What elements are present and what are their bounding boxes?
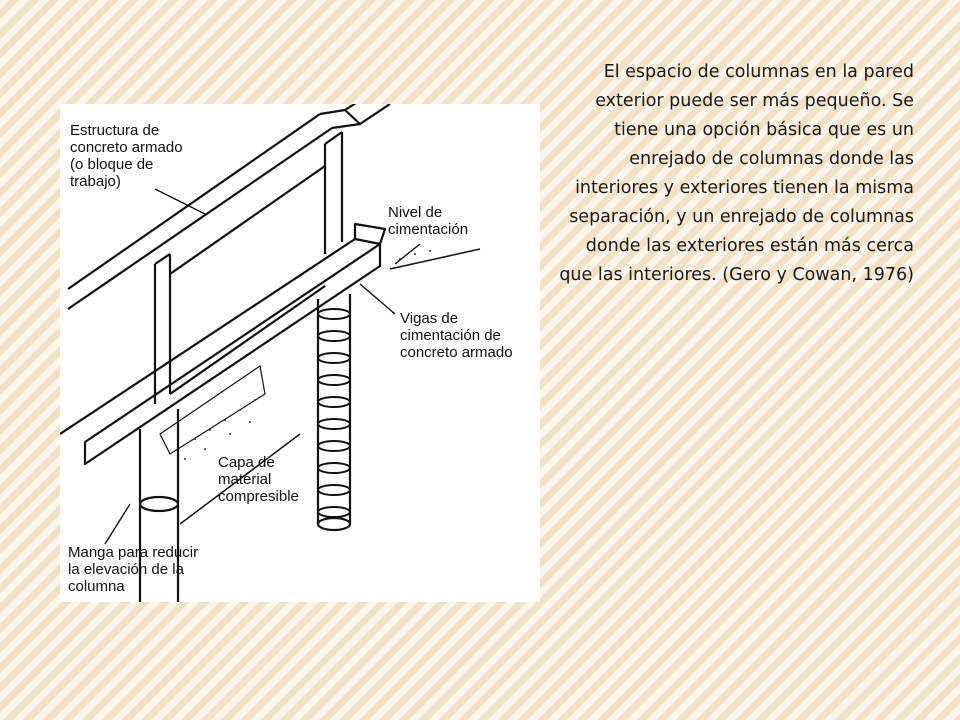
construction-diagram [60,104,540,602]
label-sleeve: Manga para reducir la elevación de la columna [68,544,199,595]
post-right [325,132,342,254]
leader-sleeve [105,504,130,544]
rebar-rings [318,309,350,517]
rebar-column [318,294,350,524]
post-left [155,254,170,404]
label-compressible-layer: Capa de material compresible [218,454,299,505]
upper-beam-right [345,104,390,124]
leader-foundation-level [395,244,420,264]
label-structure: Estructura de concreto armado (o bloque de trabajo) [70,122,183,190]
description-text: El espacio de columnas en la pared exterior puede ser más pequeño. Se tiene una opción básica que es un enrejado de columnas donde las interiores y exteriores tienen la misma separación, y un enrejado de columnas donde las exteriores están más cerca que las interiores. (Gero y Cowan, 1976) [559,62,914,285]
label-foundation-beams: Vigas de cimentación de concreto armado [400,310,513,361]
soil-stipple [184,250,431,460]
leader-beams [360,284,395,314]
panel-inner [170,166,325,394]
label-foundation-level: Nivel de cimentación [388,204,469,238]
